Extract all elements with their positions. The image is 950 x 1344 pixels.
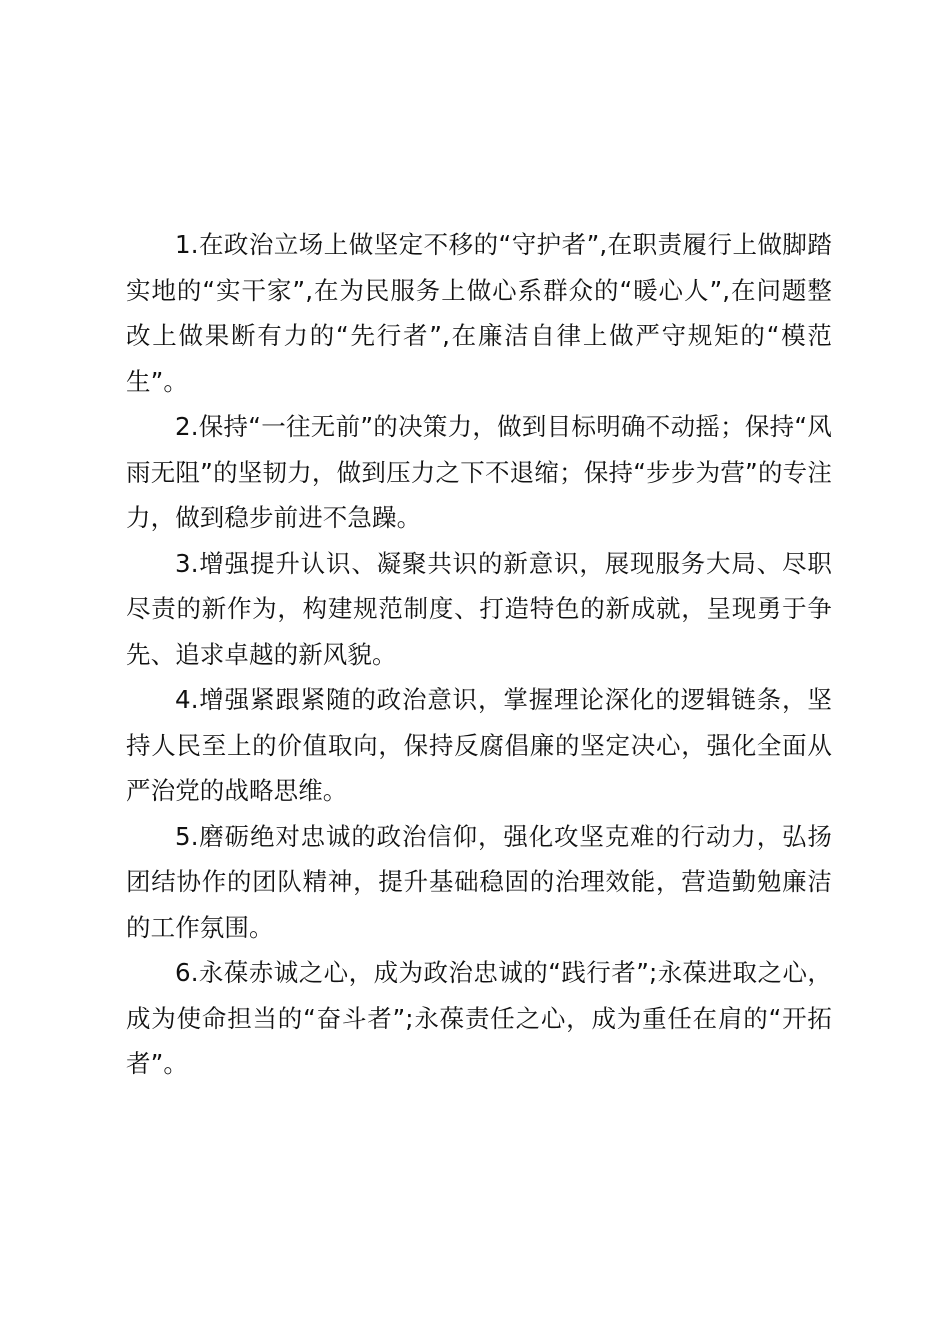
paragraph-1: 1.在政治立场上做坚定不移的“守护者”,在职责履行上做脚踏实地的“实干家”,在为民服务上做心系群众的“暖心人”,在问题整改上做果断有力的“先行者”,在廉洁自律上做严守规矩的“模范生”。 (126, 230, 832, 396)
paragraph-2: 2.保持“一往无前”的决策力，做到目标明确不动摇；保持“风雨无阻”的坚韧力，做到压力之下不退缩；保持“步步为营”的专注力，做到稳步前进不急躁。 (126, 412, 832, 532)
paragraph-6: 6.永葆赤诚之心，成为政治忠诚的“践行者”;永葆进取之心，成为使命担当的“奋斗者”;永葆责任之心，成为重任在肩的“开拓者”。 (126, 958, 832, 1078)
paragraph-3: 3.增强提升认识、凝聚共识的新意识，展现服务大局、尽职尽责的新作为，构建规范制度、打造特色的新成就，呈现勇于争先、追求卓越的新风貌。 (126, 548, 832, 669)
paragraph-4: 4.增强紧跟紧随的政治意识，掌握理论深化的逻辑链条，坚持人民至上的价值取向，保持反腐倡廉的坚定决心，强化全面从严治党的战略思维。 (126, 685, 832, 805)
document-body (126, 222, 832, 1087)
paragraph-5: 5.磨砺绝对忠诚的政治信仰，强化攻坚克难的行动力，弘扬团结协作的团队精神，提升基础稳固的治理效能，营造勤勉廉洁的工作氛围。 (126, 821, 832, 942)
